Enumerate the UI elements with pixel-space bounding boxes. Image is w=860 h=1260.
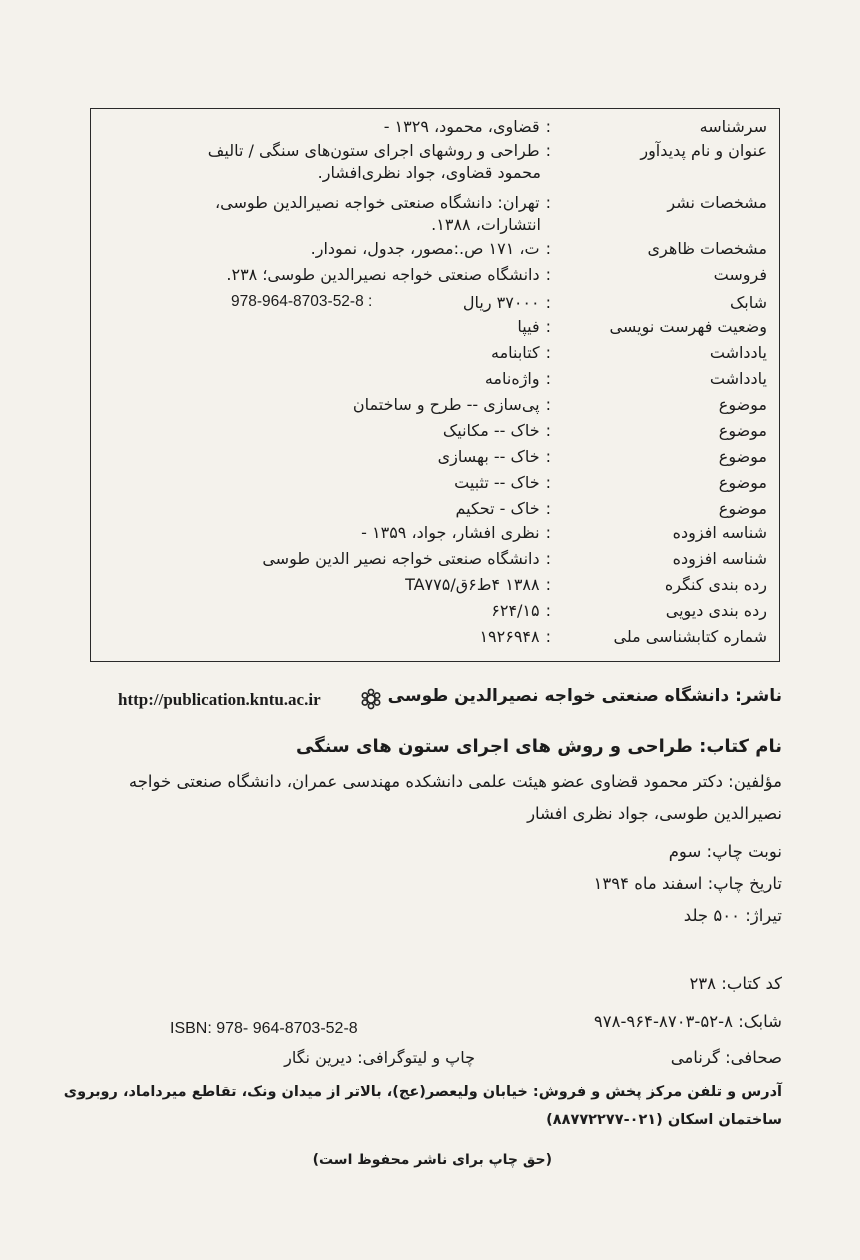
address-line-1: آدرس و تلفن مرکز پخش و فروش: خیابان ولیعصر(عج)، بالاتر از میدان ونک، تقاطع میرداماد، روبروی [63,1084,782,1100]
catalog-value-text: واژه‌نامه [484,369,540,388]
catalog-row [91,627,779,653]
catalog-value-text: نظری افشار، جواد، ۱۳۵۹ - [361,523,540,542]
circulation: تیراژ: ۵۰۰ جلد [683,906,782,925]
colon-separator: : [545,265,551,284]
catalog-value [101,239,551,258]
catalog-value [101,421,551,440]
catalog-label: رده بندی کنگره [664,575,767,594]
book-title: نام کتاب: طراحی و روش های اجرای ستون های سنگی [296,736,782,757]
catalog-value-text: کتابنامه [490,343,540,362]
catalog-value-continuation: محمود قضاوی، جواد نظری‌افشار. [317,163,541,182]
catalog-value [101,141,551,160]
catalog-label: شناسه افزوده [672,549,767,568]
catalog-value-text: ۶۲۴/۱۵ [491,601,540,620]
printing: چاپ و لیتوگرافی: دیرین نگار [284,1048,475,1067]
edition: نوبت چاپ: سوم [668,842,782,861]
publisher-url[interactable]: http://publication.kntu.ac.ir [118,690,321,709]
print-date: تاریخ چاپ: اسفند ماه ۱۳۹۴ [593,874,782,893]
catalog-value-text: ت، ۱۷۱ ص.:مصور، جدول، نمودار. [310,239,540,258]
catalog-label: فروست [713,265,767,284]
catalog-value [101,575,551,594]
authors-line-2: نصیرالدین طوسی، جواد نظری افشار [527,804,782,823]
catalog-row [91,395,779,421]
catalog-label: موضوع [718,447,767,466]
colon-separator: : [545,343,551,362]
catalog-value-text: تهران: دانشگاه صنعتی خواجه نصیرالدین طوسی، [214,193,540,212]
catalog-row [91,117,779,143]
colon-separator: : [545,395,551,414]
catalog-label: وضعیت فهرست نویسی [609,317,767,336]
catalog-value-text: دانشگاه صنعتی خواجه نصیر الدین طوسی [262,549,540,568]
catalog-row [91,317,779,343]
authors-line-1: مؤلفین: دکتر محمود قضاوی عضو هیئت علمی دانشکده مهندسی عمران، دانشگاه صنعتی خواجه [128,772,782,791]
catalog-isbn: 978-964-8703-52-8 : [231,293,373,310]
catalog-value-text: ۱۹۲۶۹۴۸ [479,627,540,646]
catalog-value-text: طراحی و روشهای اجرای ستون‌های سنگی / تالیف [207,141,540,160]
colon-separator: : [545,141,551,160]
catalog-value-text: ۳۷۰۰۰ ریال [462,293,540,312]
catalog-row [91,601,779,627]
catalog-value-text: خاک -- تثبیت [454,473,540,492]
catalog-label: رده بندی دیویی [665,601,767,620]
catalog-row [91,499,779,525]
colon-separator: : [545,293,551,312]
catalog-row [91,265,779,291]
catalog-value-text: پی‌سازی -- طرح و ساختمان [352,395,540,414]
catalog-label: موضوع [718,395,767,414]
catalog-label: موضوع [718,421,767,440]
catalog-label: شناسه افزوده [672,523,767,542]
catalog-value [101,193,551,212]
catalog-row [91,447,779,473]
catalog-row [91,421,779,447]
catalog-value [101,447,551,466]
catalog-value [101,117,551,136]
catalog-value [101,473,551,492]
catalog-label: مشخصات ظاهری [647,239,767,258]
catalog-label: سرشناسه [699,117,767,136]
catalog-value [101,499,551,518]
catalog-value-text: فیپا [517,317,540,336]
colon-separator: : [545,117,551,136]
colon-separator: : [545,193,551,212]
publisher-label: ناشر: دانشگاه صنعتی خواجه نصیرالدین طوسی [387,686,782,706]
colon-separator: : [545,239,551,258]
colon-separator: : [545,447,551,466]
catalog-row [91,549,779,575]
catalog-row [91,343,779,369]
colon-separator: : [545,317,551,336]
colon-separator: : [545,627,551,646]
catalog-row [91,473,779,499]
catalog-value [101,265,551,284]
colon-separator: : [545,499,551,518]
colon-separator: : [545,549,551,568]
catalog-value-continuation: انتشارات، ۱۳۸۸. [431,215,541,234]
catalog-value [101,317,551,336]
catalog-value-text: قضاوی، محمود، ۱۳۲۹ - [383,117,540,136]
catalog-label: شماره کتابشناسی ملی [613,627,767,646]
university-logo-icon [360,688,382,710]
book-code: کد کتاب: ۲۳۸ [689,974,782,993]
isbn-latin: ISBN: 978- 964-8703-52-8 [170,1020,358,1037]
colon-separator: : [545,575,551,594]
catalog-row [91,239,779,265]
catalog-label: موضوع [718,473,767,492]
catalog-value [101,523,551,542]
binding: صحافی: گرنامی [670,1048,782,1067]
catalog-label: مشخصات نشر [667,193,767,212]
colon-separator: : [545,369,551,388]
catalog-row [91,293,779,319]
catalog-label: عنوان و نام پدیدآور [640,141,767,160]
colon-separator: : [545,523,551,542]
catalog-value [101,395,551,414]
catalog-value-text: خاک -- مکانیک [442,421,540,440]
catalog-value-text: خاک - تحکیم [455,499,540,518]
catalog-label: موضوع [718,499,767,518]
colon-separator: : [545,601,551,620]
catalog-value-text: خاک -- بهسازی [437,447,540,466]
catalog-value [101,601,551,620]
copyright-notice: (حق چاپ برای ناشر محفوظ است) [312,1152,552,1168]
catalog-label: یادداشت [709,369,767,388]
colon-separator: : [545,473,551,492]
catalog-row [91,575,779,601]
catalog-value-text: ۱۳۸۸ ۴ط‌۶ق‌/TA۷۷۵ [405,575,540,594]
catalog-value [101,549,551,568]
catalog-value [101,627,551,646]
catalog-value [101,343,551,362]
catalog-label: یادداشت [709,343,767,362]
address-line-2: ساختمان اسکان (۰۲۱-۸۸۷۷۲۲۷۷) [546,1112,782,1128]
catalog-label: شابک [729,293,767,312]
catalog-value-text: دانشگاه صنعتی خواجه نصیرالدین طوسی؛ ۲۳۸. [226,265,540,284]
cataloging-box [90,108,780,662]
shabak: شابک: ۸-۵۲-۸۷۰۳-۹۶۴-۹۷۸ [593,1012,782,1031]
catalog-value [101,369,551,388]
catalog-row [91,369,779,395]
catalog-row [91,523,779,549]
colon-separator: : [545,421,551,440]
